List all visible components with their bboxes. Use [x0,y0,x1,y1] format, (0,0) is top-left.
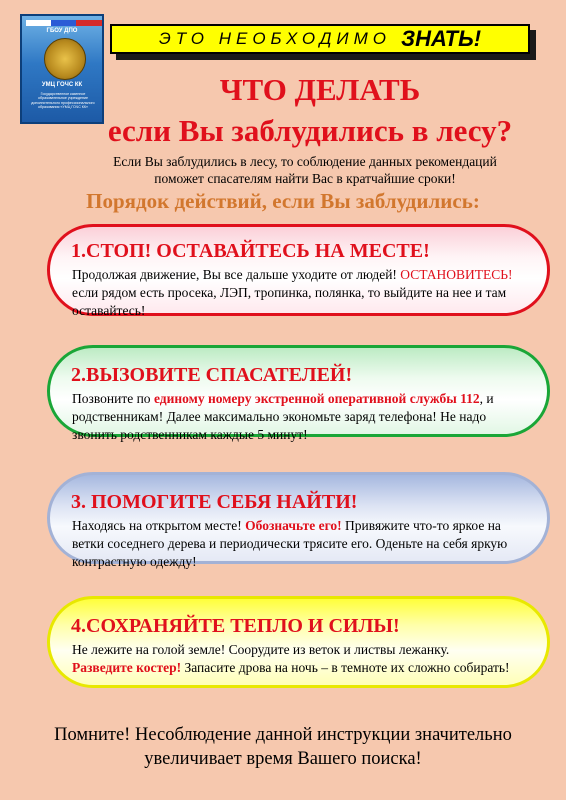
intro-line: Если Вы заблудились в лесу, то соблюдение данных рекомендаций [113,154,497,169]
banner-emphasis: ЗНАТЬ! [400,26,482,51]
intro-line: поможет спасателям найти Вас в кратчайшие сроки! [154,171,456,186]
step-card-signal [47,472,550,569]
step-heading: 4.СОХРАНЯЙТЕ ТЕПЛО И СИЛЫ! [71,615,400,637]
logo-top-text: ГБОУ ДПО [46,28,78,34]
logo-caption: Государственное казенное образовательное учреждение дополнительного профессионального образования «УМЦ ГОЧС КК» [31,92,95,109]
step-text: Позвоните по единому номеру экстренной оперативной службы 112, и родственникам! Далее максимально экономьте заряд телефона! Не надо звонить родственникам каждые 5 минут! [72,391,494,442]
step-text: Не лежите на голой земле! Соорудите из веток и листвы лежанку. Разведите костер! Запасите дрова на ночь – в темноте их сложно собирать! [72,642,510,675]
step-heading: 2.ВЫЗОВИТЕ СПАСАТЕЛЕЙ! [71,364,353,386]
footer-line: увеличивает время Вашего поиска! [144,749,422,769]
step-heading: 3. ПОМОГИТЕ СЕБЯ НАЙТИ! [71,491,358,513]
step-card-stop [47,224,550,316]
step-text: Находясь на открытом месте! Обозначьте его! Привяжите что-то яркое на ветки соседнего дерева и периодически трясите его. Оденьте на себя яркую контрастную одежду! [72,518,508,569]
emblem-icon [44,38,86,80]
step-card-warmth [47,596,550,688]
order-title: Порядок действий, если Вы заблудились: [86,189,480,213]
step-card-call [47,345,550,442]
logo [20,14,104,124]
step-heading: 1.СТОП! ОСТАВАЙТЕСЬ НА МЕСТЕ! [71,240,430,262]
step-text: Продолжая движение, Вы все дальше уходите от людей! ОСТАНОВИТЕСЬ! если рядом есть просека, ЛЭП, тропинка, полянка, то выйдите на нее и там оставайтесь! [72,267,513,318]
footer-line: Помните! Несоблюдение данной инструкции значительно [54,725,512,745]
page-title: ЧТО ДЕЛАТЬ [219,72,421,107]
footer-note [15,723,551,771]
banner [110,24,530,54]
logo-middle-text: УМЦ ГОЧС КК [41,82,83,88]
flag-stripe [26,20,102,26]
page-subtitle: если Вы заблудились в лесу? [107,113,513,148]
banner-text: ЭТО НЕОБХОДИМО [158,29,391,48]
intro-text [60,153,550,187]
